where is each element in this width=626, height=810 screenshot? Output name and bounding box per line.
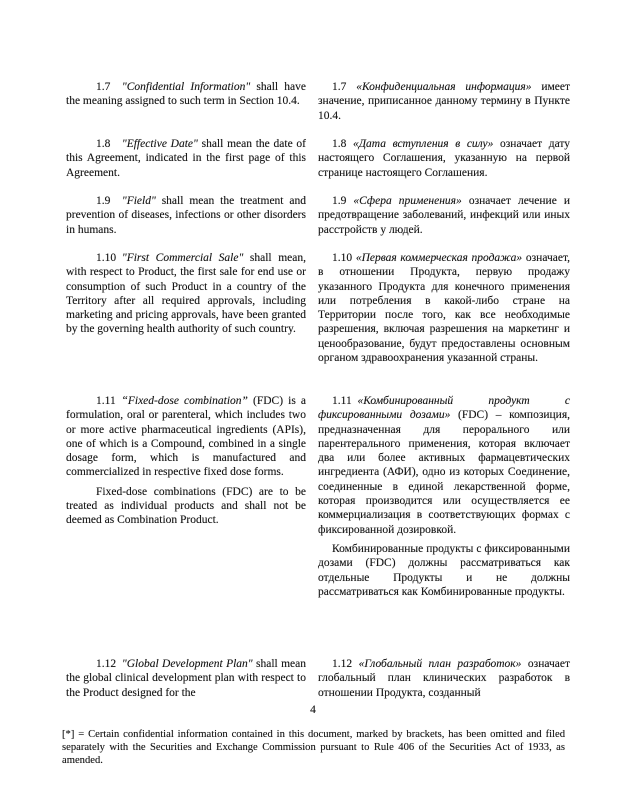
page-number: 4 [310, 704, 316, 716]
section-1.8-en [66, 137, 306, 180]
text-run: Fixed-dose combinations (FDC) are to be treated as individual products and shall not be deemed as Combination Product. [66, 485, 306, 527]
text-run: 1.9 [332, 195, 354, 207]
paragraph [318, 80, 570, 123]
defined-term: "Effective Date" [121, 138, 198, 150]
text-run: (FDC) – композиция, предназначенная для перорального или парентерального применения, которая включает два или более активных фармацевтических ингредиента (АФИ), одно из которых Соединение, соединенные в единой лекарственной форме, которая производится или осуществляется ее коммерциализация в соответствующих формах с фиксированной дозировкой. [318, 409, 570, 536]
content-columns [66, 80, 570, 700]
section-1.8-ru [318, 137, 570, 180]
paragraph [318, 251, 570, 365]
defined-term: "Field" [121, 195, 156, 207]
section-1.9-en [66, 194, 306, 237]
paragraph [318, 394, 570, 537]
section-1.11-ru [318, 394, 570, 643]
text-run: 1.7 [332, 81, 357, 93]
text-run: 1.9 [96, 195, 122, 207]
text-run: 1.12 [96, 658, 122, 670]
text-run: 1.7 [96, 81, 122, 93]
paragraph [66, 394, 306, 480]
defined-term: «Сфера применения» [353, 195, 462, 207]
defined-term: «Конфиденциальная информация» [356, 81, 532, 93]
text-run: означает глобальный план клинических разработок в отношении Продукта, созданный [318, 658, 571, 699]
text-run: shall mean the treatment and prevention of diseases, infections or other disorders in humans. [66, 195, 306, 236]
text-run: 1.11 [332, 395, 358, 407]
paragraph [318, 137, 570, 180]
section-1.7-en [66, 80, 306, 123]
section-1.11-en [66, 394, 306, 643]
text-run: shall mean, with respect to Product, the first sale for end use or consumption of such Product in a country of the Territory after all required approvals, including marketing and pricing approvals, have been granted by the governing health authority of such country. [66, 252, 306, 336]
section-1.12-ru [318, 657, 570, 700]
text-run: означает, в отношении Продукта, первую продажу указанного Продукта для конечного применения или потребления в какой-либо стране на Территории после того, как все необходимые разрешения, включая разрешения на маркетинг и ценообразование, будут предоставлены основным органом здравоохранения указанной страны. [318, 252, 570, 365]
text-run: означает лечение и предотвращение заболеваний, инфекций или иных расстройств у людей. [318, 195, 571, 236]
section-1.10-en [66, 251, 306, 380]
paragraph [318, 542, 570, 599]
paragraph [66, 251, 306, 337]
text-run: 1.12 [332, 658, 359, 670]
paragraph [66, 137, 306, 180]
section-1.10-ru [318, 251, 570, 380]
defined-term: "First Commercial Sale" [121, 252, 244, 264]
text-run: (FDC) is a formulation, oral or parenteral, which includes two or more active pharmaceutical ingredients (APIs), one of which is a Compound, combined in a single dosage form, which is manufactured and commercialized in respective fixed dose forms. [66, 395, 306, 479]
paragraph [318, 194, 570, 237]
footnote: [*] = Certain confidential information contained in this document, marked by brackets, has been omitted and filed separately with the Securities and Exchange Commission pursuant to Rule 406 of the Securities Act of 1933, as amended. [62, 729, 565, 766]
defined-term: "Global Development Plan" [121, 658, 253, 670]
paragraph [318, 657, 570, 700]
paragraph [66, 194, 306, 237]
section-1.7-ru [318, 80, 570, 123]
text-run: имеет значение, приписанное данному термину в Пункте 10.4. [318, 81, 570, 122]
text-run: shall mean the date of this Agreement, indicated in the first page of this Agreement. [66, 138, 307, 179]
text-run: 1.8 [332, 138, 353, 150]
text-run: означает дату настоящего Соглашения, указанную на первой странице настоящего Соглашения. [318, 138, 571, 179]
text-run: Комбинированные продукты с фиксированными дозами (FDC) должны рассматриваться как отдельные Продукты и не должны рассматриваться как Комбинированные продукты. [318, 542, 570, 598]
section-1.9-ru [318, 194, 570, 237]
paragraph [66, 80, 306, 109]
text-run: shall mean the global clinical development plan with respect to the Product designed for the [66, 658, 306, 699]
text-run: 1.11 [96, 395, 122, 407]
text-run: 1.10 [332, 252, 356, 264]
text-run: 1.8 [96, 138, 122, 150]
defined-term: «Дата вступления в силу» [352, 138, 494, 150]
defined-term: «Комбинированный продукт с фиксированными дозами» [318, 395, 570, 422]
defined-term: “Fixed-dose combination” [121, 395, 248, 407]
defined-term: "Confidential Information" [121, 81, 251, 93]
defined-term: «Первая коммерческая продажа» [355, 252, 523, 264]
defined-term: «Глобальный план разработок» [358, 658, 522, 670]
section-1.12-en [66, 657, 306, 700]
text-run: 1.10 [96, 252, 122, 264]
paragraph [66, 485, 306, 528]
text-run: shall have the meaning assigned to such term in Section 10.4. [66, 81, 306, 108]
paragraph [66, 657, 306, 700]
